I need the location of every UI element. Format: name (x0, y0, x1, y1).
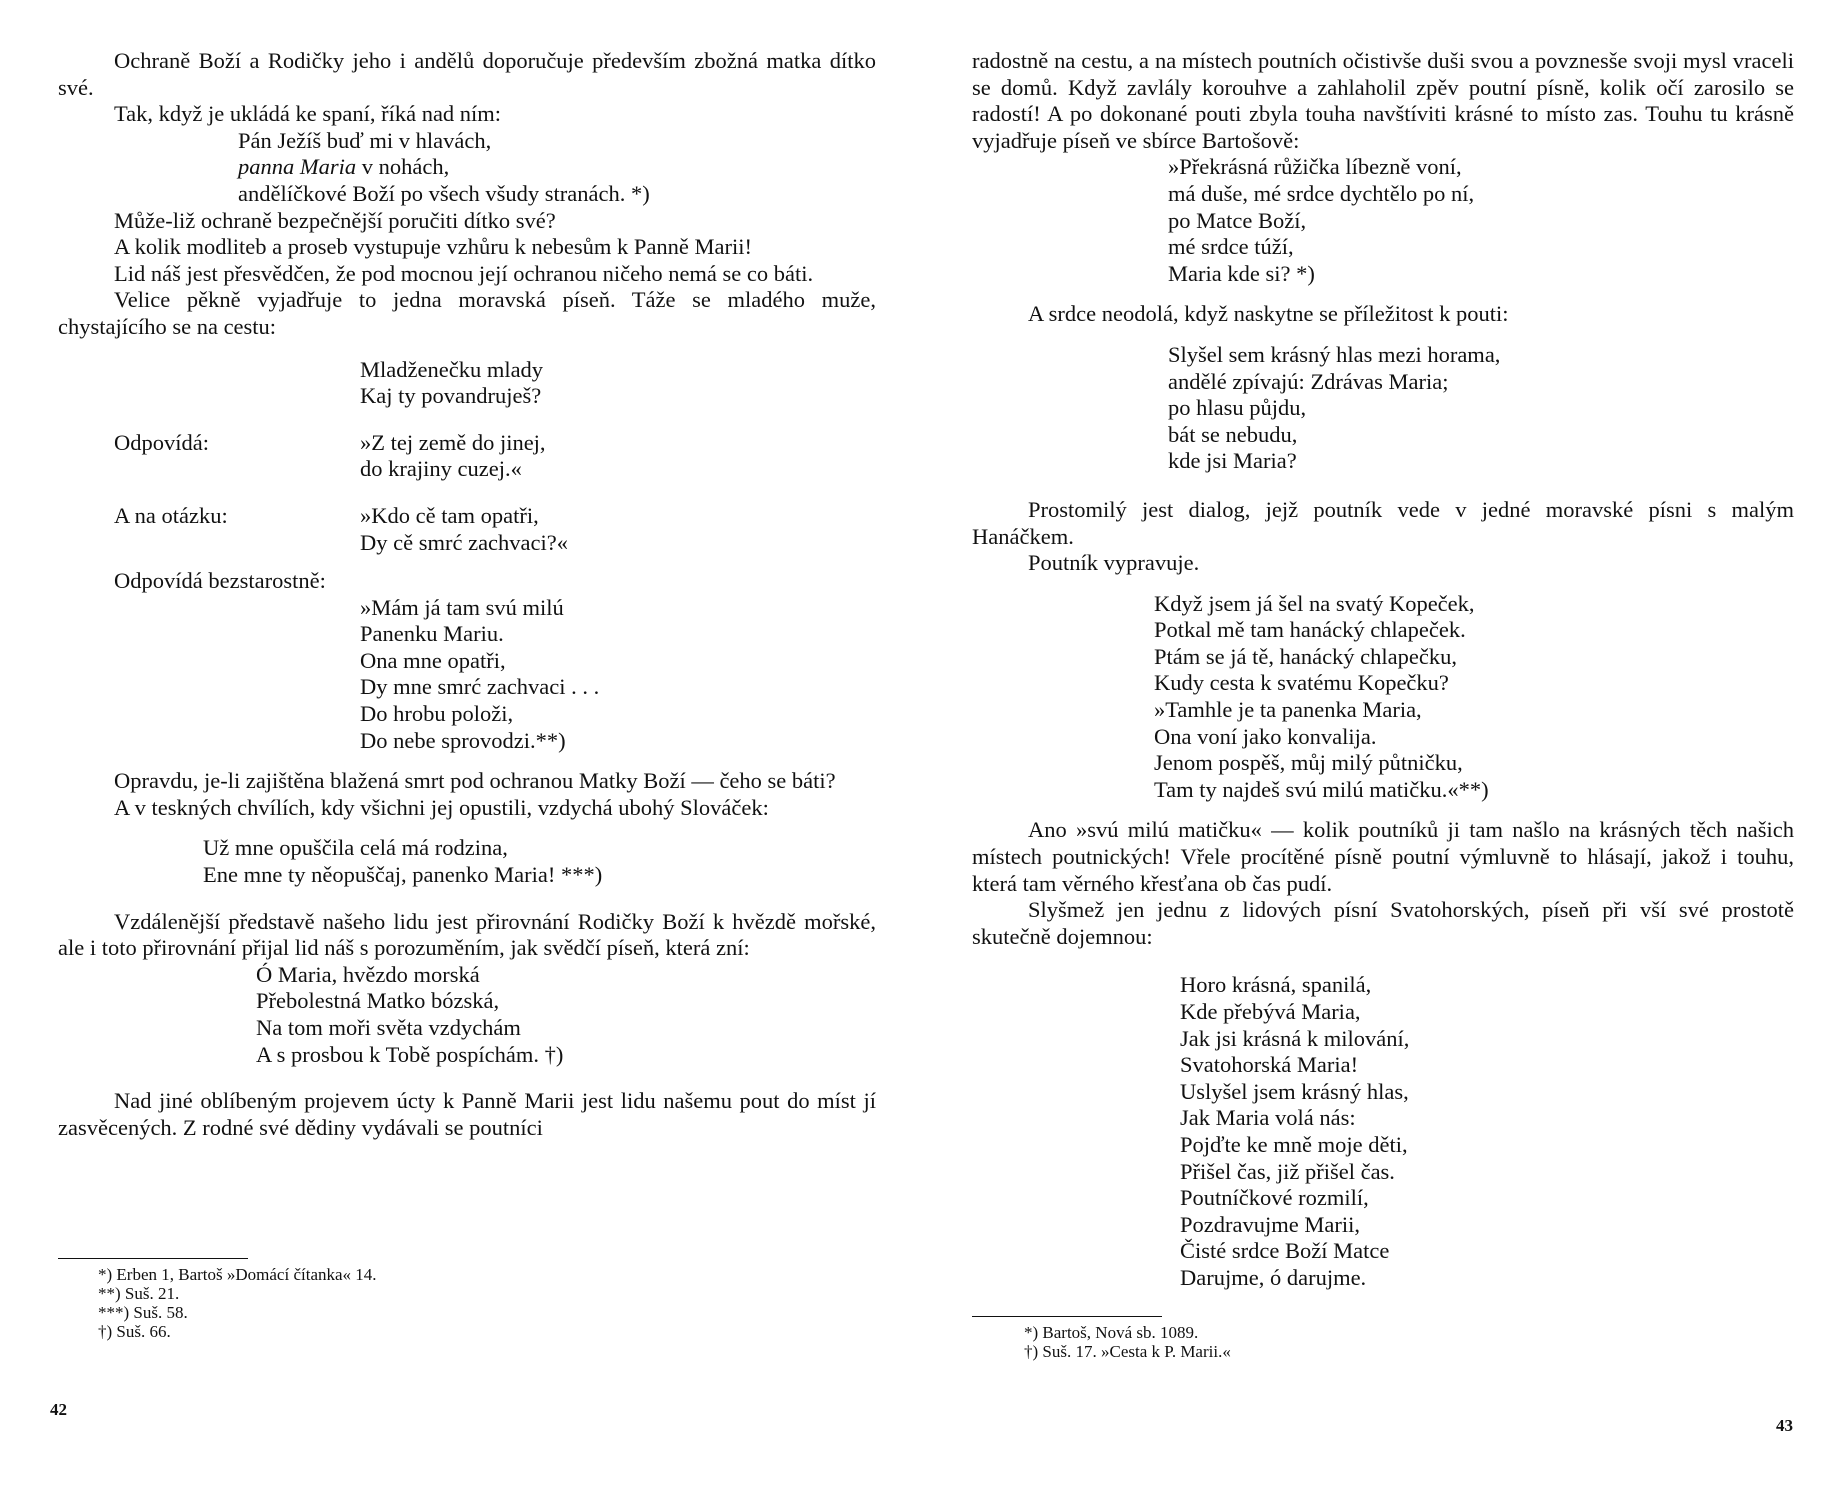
footnote: **) Suš. 21. (98, 1284, 180, 1303)
verse-block (972, 154, 1794, 287)
footnote-rule (58, 1258, 248, 1259)
verse-line: »Překrásná růžička líbezně voní, (1168, 154, 1462, 180)
verse-line: Ona mne opatři, (360, 647, 506, 673)
verse-block (972, 591, 1794, 804)
verse-line: Pojďte ke mně moje děti, (1180, 1131, 1408, 1157)
verse-line: »Kdo cě tam opatři, (360, 502, 539, 528)
left-page (58, 48, 876, 1341)
verse-line: Přišel čas, již přišel čas. (1180, 1158, 1395, 1184)
italic-text: panna Maria (238, 154, 357, 180)
verse-line: Čisté srdce Boží Matce (1180, 1238, 1390, 1264)
paragraph: Prostomilý jest dialog, jejž poutník vede v jedné moravské písni s malým Hanáčkem. (972, 496, 1794, 549)
dialog-block (58, 430, 876, 483)
verse-line: Jak Maria volá nás: (1180, 1105, 1356, 1131)
verse-line: »Mám já tam svú milú (360, 594, 564, 620)
paragraph: A srdce neodolá, když naskytne se příležitost k pouti: (1028, 301, 1509, 327)
paragraph: Vzdálenější představě našeho lidu jest přirovnání Rodičky Boží k hvězdě mořské, ale i toto přirovnání přijal lid náš s porozuměním, jak svědčí píseň, která zní: (58, 908, 876, 961)
verse-block (972, 342, 1794, 475)
footnote: ***) Suš. 58. (98, 1303, 188, 1322)
right-footnotes (972, 1316, 1231, 1361)
verse-block (58, 835, 876, 888)
paragraph: A kolik modliteb a proseb vystupuje vzhůru k nebesům k Panně Marii! (114, 234, 753, 260)
paragraph: Lid náš jest přesvědčen, že pod mocnou její ochranou ničeho nemá se co báti. (114, 260, 814, 286)
paragraph: Velice pěkně vyjadřuje to jedna moravská píseň. Táže se mladého muže, chystajícího se na cestu: (58, 287, 876, 339)
verse-line: Tam ty najdeš svú milú matičku.«**) (1154, 776, 1489, 802)
footnote: *) Bartoš, Nová sb. 1089. (1024, 1323, 1199, 1342)
verse-block (360, 503, 568, 556)
verse-line: Ptám se já tě, hanácký chlapečku, (1154, 643, 1458, 669)
verse-line: Kde přebývá Maria, (1180, 999, 1361, 1024)
verse-line: Na tom moři světa vzdychám (256, 1015, 521, 1040)
verse-line: Slyšel sem krásný hlas mezi horama, (1168, 341, 1501, 367)
verse-line: Jenom pospěš, můj milý půtničku, (1154, 750, 1463, 776)
paragraph: Poutník vypravuje. (1028, 550, 1200, 576)
paragraph: radostně na cestu, a na místech poutních očistivše duši svou a povznesše svoji mysl vraceli se domů. Když zavlály korouhve a zahlaholil zpěv poutní písně, kolik očí zarosilo se radostí! A po dokonané pouti zbyla touha navštíviti krásné to místo zas. Touhu tu krásně vyjadřuje píseň ve sbírce Bartošově: (972, 48, 1794, 153)
verse-line: Mladženečku mlady (360, 356, 544, 382)
verse-line: Darujme, ó darujme. (1180, 1264, 1367, 1290)
right-page (972, 48, 1794, 1361)
dialog-label: A na otázku: (114, 502, 228, 528)
paragraph: Ano »svú milú matičku« — kolik poutníků ji tam našlo na krásných těch našich místech poutnických! Vřele procítěné písně poutní výmluvně to hlásají, jakož i touhu, která tam věrného křesťana ob čas pudí. (972, 817, 1794, 896)
footnote-list (58, 1265, 377, 1341)
verse-line: Už mne opuščila celá má rodzina, (203, 835, 508, 861)
verse-line: Přebolestná Matko bózská, (256, 988, 500, 1014)
verse-line: »Z tej země do jinej, (360, 429, 546, 455)
verse-line: Ene mne ty něopuščaj, panenko Maria! ***) (203, 862, 603, 888)
verse-line: Svatohorská Maria! (1180, 1052, 1359, 1078)
paragraph: Slyšmež jen jednu z lidových písní Svatohorských, píseň při vší své prostotě skutečně dojemnou: (972, 897, 1794, 949)
verse-line: A s prosbou k Tobě pospíchám. †) (256, 1041, 564, 1067)
paragraph: Odpovídá bezstarostně: (114, 568, 326, 594)
verse-line: andělé zpívajú: Zdrávas Maria; (1168, 368, 1449, 394)
verse-line: Panenku Mariu. (360, 621, 504, 647)
left-footnotes (58, 1258, 377, 1341)
verse-line: kde jsi Maria? (1168, 448, 1297, 474)
footnote: †) Suš. 17. »Cesta k P. Marii.« (1024, 1342, 1231, 1361)
verse-line: Pozdravujme Marii, (1180, 1211, 1360, 1237)
verse-line: Ó Maria, hvězdo morská (256, 961, 480, 987)
paragraph: Nad jiné oblíbeným projevem úcty k Panně Marii jest lidu našemu pout do míst jí zasvěcených. Z rodné své dědiny vydávali se poutníci (58, 1088, 876, 1140)
verse-block (58, 595, 876, 755)
verse-line: Kaj ty povandruješ? (360, 383, 542, 409)
verse-line: po Matce Boží, (1168, 207, 1307, 233)
verse-line: Potkal mě tam hanácký chlapeček. (1154, 617, 1466, 643)
footnote: †) Suš. 66. (98, 1322, 171, 1341)
paragraph: Opravdu, je-li zajištěna blažená smrt pod ochranou Matky Boží — čeho se báti? (114, 768, 836, 794)
verse-line: Do nebe sprovodzi.**) (360, 727, 566, 753)
footnote-list (972, 1323, 1231, 1361)
verse-line: Dy cě smrć zachvaci?« (360, 529, 569, 555)
verse-line: po hlasu půjdu, (1168, 395, 1307, 421)
left-page-body (58, 48, 876, 1141)
verse-line: Do hrobu položi, (360, 701, 514, 727)
verse-line: panna Maria v nohách, (238, 154, 450, 180)
verse-line: bát se nebudu, (1168, 421, 1298, 447)
verse-line: »Tamhle je ta panenka Maria, (1154, 697, 1422, 723)
verse-line: mé srdce túží, (1168, 234, 1294, 260)
dialog-block (58, 503, 876, 556)
verse-line: andělíčkové Boží po všech všudy stranách. *) (238, 180, 650, 206)
verse-line: Když jsem já šel na svatý Kopeček, (1154, 590, 1475, 616)
paragraph: Ochraně Boží a Rodičky jeho i andělů doporučuje především zbožná matka dítko své. (58, 48, 876, 100)
page-number-left: 42 (50, 1400, 67, 1419)
dialog-label: Odpovídá: (114, 429, 209, 455)
verse-block (58, 128, 876, 208)
verse-line: Ona voní jako konvalija. (1154, 723, 1377, 749)
verse-line: Poutníčkové rozmilí, (1180, 1185, 1369, 1211)
verse-line: má duše, mé srdce dychtělo po ní, (1168, 180, 1475, 206)
footnote: *) Erben 1, Bartoš »Domácí čítanka« 14. (98, 1265, 377, 1284)
verse-line: do krajiny cuzej.« (360, 456, 522, 482)
footnote-rule (972, 1316, 1162, 1317)
verse-block (58, 962, 876, 1068)
verse-line: Maria kde si? *) (1168, 260, 1315, 286)
verse-block (360, 430, 546, 483)
verse-line: Uslyšel jsem krásný hlas, (1180, 1078, 1409, 1104)
verse-block (58, 357, 876, 410)
verse-line: Horo krásná, spanilá, (1180, 972, 1372, 998)
paragraph: Tak, když je ukládá ke spaní, říká nad ním: (114, 101, 502, 127)
verse-block (972, 972, 1794, 1291)
verse-line: Jak jsi krásná k milování, (1180, 1025, 1410, 1051)
verse-line: Kudy cesta k svatému Kopečku? (1154, 670, 1449, 696)
paragraph: Může-liž ochraně bezpečnější poručiti dítko své? (114, 207, 556, 233)
page-number-right: 43 (1776, 1416, 1793, 1435)
verse-line: Pán Ježíš buď mi v hlavách, (238, 127, 492, 153)
verse-line: Dy mne smrć zachvaci . . . (360, 674, 600, 700)
right-page-body (972, 48, 1794, 1292)
paragraph: A v teskných chvílích, kdy všichni jej opustili, vzdychá ubohý Slováček: (114, 794, 769, 820)
